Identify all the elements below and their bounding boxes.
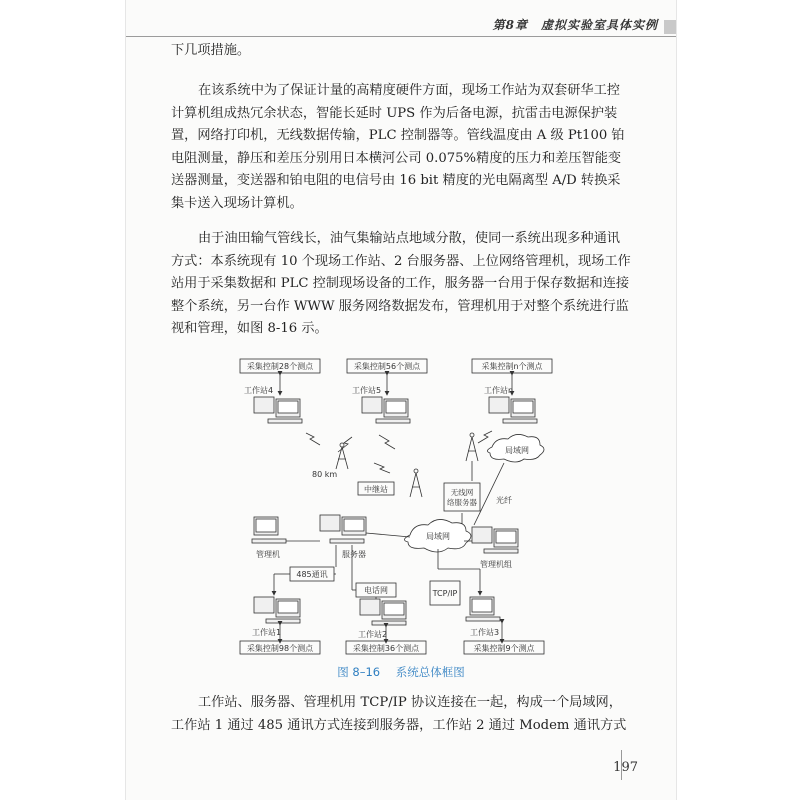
ws5-label: 工作站5 <box>352 386 382 395</box>
bottom-box-1-label: 采集控制98个测点 <box>246 644 314 653</box>
paragraph-0 <box>171 40 631 63</box>
computer-icon-manager-group <box>472 527 518 553</box>
paragraph-3-text: 工作站、服务器、管理机用 TCP/IP 协议连接在一起，构成一个局域网，工作站 1 通过 485 通讯方式连接到服务器，工作站 2 通过 Modem 通讯方式 <box>171 695 627 733</box>
header-mark <box>664 20 676 34</box>
ws4-label: 工作站4 <box>244 386 274 395</box>
antenna-tower-relay <box>410 469 422 497</box>
book-page <box>125 0 677 800</box>
computer-icon-ws3 <box>466 597 500 621</box>
manager-group-label: 管理机组 <box>480 560 512 569</box>
ws2-label: 工作站2 <box>358 630 388 639</box>
fiber-label: 光纤 <box>496 496 512 505</box>
page-number: 197 <box>613 760 638 775</box>
computer-icon-manager <box>252 517 286 543</box>
chapter-title: 第8章 虚拟实验室具体实例 <box>492 18 658 32</box>
figure-number: 图 8–16 <box>337 665 381 679</box>
running-header <box>126 14 676 37</box>
server-label: 服务器 <box>342 550 366 559</box>
wsn-label: 工作站n <box>484 386 514 395</box>
ws1-label: 工作站1 <box>252 628 282 637</box>
antenna-tower-1 <box>336 443 348 469</box>
figure-caption <box>126 664 676 680</box>
tcpip-label: TCP/IP <box>432 589 458 598</box>
top-box-3-label: 采集控制n个测点 <box>481 362 543 371</box>
wireless-server-label: 无线网络服务器 <box>447 488 477 507</box>
lan-center-label: 局域网 <box>426 532 450 541</box>
paragraph-2 <box>171 228 631 341</box>
computer-icon-ws4 <box>254 397 302 423</box>
system-block-diagram <box>234 355 558 655</box>
computer-icon-wsn <box>489 397 537 423</box>
paragraph-1-text: 在该系统中为了保证计量的高精度硬件方面，现场工作站为双套研华工控计算机组成热冗余状态，智能长延时 UPS 作为后备电源，抗雷击电源保护装置，网络打印机，无线数据传输，PLC 控制器等。管线温度由 A 级 Pt100 铂电阻测量，静压和差压分别用日本横河公司 0.075%精度的压力和差压智能变送器测量，变送器和铂电阻的电信号由 16 bit 精度的光电隔离型 A/D 转换采集卡送入现场计算机。 <box>171 83 625 211</box>
bottom-box-3-label: 采集控制9个测点 <box>473 644 535 653</box>
bottom-box-2-label: 采集控制36个测点 <box>352 644 420 653</box>
top-box-1-label: 采集控制28个测点 <box>246 362 314 371</box>
figure-title: 系统总体框图 <box>395 665 465 679</box>
paragraph-1 <box>171 80 631 215</box>
rs485-label: 485通讯 <box>296 570 328 579</box>
computer-icon-ws2 <box>360 599 406 625</box>
lan-right-label: 局域网 <box>505 446 529 455</box>
distance-label: 80 km <box>312 470 338 479</box>
manager-label: 管理机 <box>256 550 280 559</box>
paragraph-2-text: 由于油田输气管线长，油气集输站点地域分散，使同一系统出现多种通讯方式：本系统现有 10 个现场工作站、2 台服务器、上位网络管理机，现场工作站用于采集数据和 PLC 控制现场设备的工作，服务器一台用于保存数据和连接整个系统，另一台作 WWW 服务网络数据发布，管理机用于对整个系统进行监视和管理，如图 8-16 示。 <box>171 231 631 336</box>
paragraph-0-text: 下几项措施。 <box>171 43 251 58</box>
top-box-2-label: 采集控制56个测点 <box>353 362 421 371</box>
computer-icon-ws5 <box>362 397 410 423</box>
ws3-label: 工作站3 <box>470 628 500 637</box>
paragraph-3 <box>171 692 631 737</box>
antenna-tower-right <box>466 433 478 461</box>
relay-label: 中继站 <box>364 485 388 494</box>
phone-net-label: 电话网 <box>364 586 388 595</box>
computer-icon-ws1 <box>254 597 300 623</box>
diagram-svg <box>234 355 558 655</box>
computer-icon-server <box>320 515 366 543</box>
